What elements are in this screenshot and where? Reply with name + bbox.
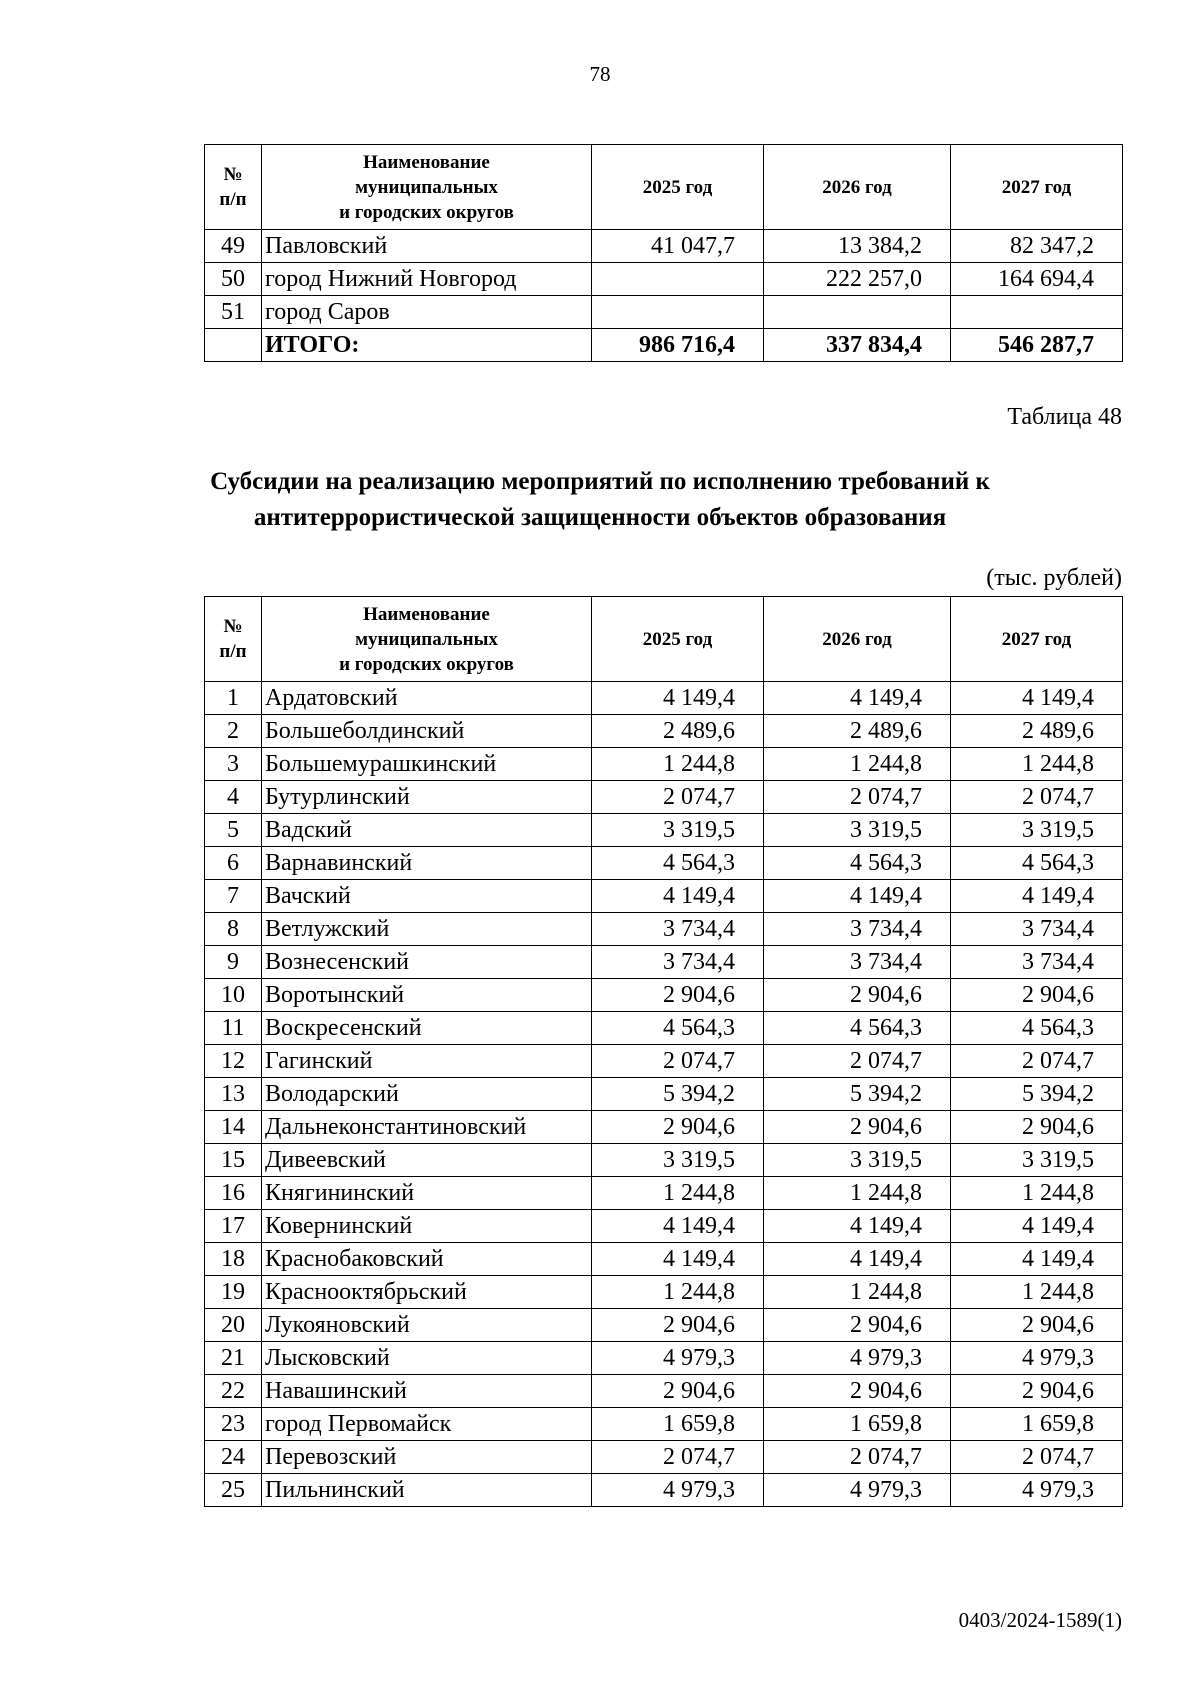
row-value-2027: 2 074,7 bbox=[951, 781, 1123, 814]
row-value-2025: 2 904,6 bbox=[592, 1375, 764, 1408]
row-number: 13 bbox=[205, 1078, 262, 1111]
table-row bbox=[205, 1210, 1123, 1243]
row-district-name: Краснобаковский bbox=[262, 1243, 592, 1276]
row-value-2025: 4 979,3 bbox=[592, 1474, 764, 1507]
row-district-name: Воскресенский bbox=[262, 1012, 592, 1045]
row-number: 12 bbox=[205, 1045, 262, 1078]
row-number: 9 bbox=[205, 946, 262, 979]
row-district-name: Навашинский bbox=[262, 1375, 592, 1408]
row-value-2025: 4 979,3 bbox=[592, 1342, 764, 1375]
row-value-2026: 5 394,2 bbox=[764, 1078, 951, 1111]
row-value-2025: 1 244,8 bbox=[592, 1177, 764, 1210]
header-name-line: муниципальных bbox=[355, 176, 498, 198]
table-row bbox=[205, 1177, 1123, 1210]
row-number: 3 bbox=[205, 748, 262, 781]
row-value-2027: 2 904,6 bbox=[951, 1309, 1123, 1342]
table-row bbox=[205, 814, 1123, 847]
table-row bbox=[205, 1276, 1123, 1309]
row-value-2027: 4 564,3 bbox=[951, 1012, 1123, 1045]
row-value-2027: 2 904,6 bbox=[951, 1375, 1123, 1408]
table-row bbox=[205, 1441, 1123, 1474]
row-district-name: Лукояновский bbox=[262, 1309, 592, 1342]
row-district-name: Воротынский bbox=[262, 979, 592, 1012]
row-value-2025: 5 394,2 bbox=[592, 1078, 764, 1111]
total-label: ИТОГО: bbox=[262, 329, 592, 362]
row-value-2026: 4 149,4 bbox=[764, 880, 951, 913]
header-2026: 2026 год bbox=[764, 597, 951, 682]
row-value-2027: 4 979,3 bbox=[951, 1474, 1123, 1507]
title-line: антитеррористической защищенности объектов образования bbox=[253, 504, 947, 531]
row-district-name: Вадский bbox=[262, 814, 592, 847]
table-header-row bbox=[205, 597, 1123, 682]
table-row bbox=[205, 913, 1123, 946]
table-row bbox=[205, 946, 1123, 979]
row-value-2027: 4 149,4 bbox=[951, 682, 1123, 715]
header-num-line: № bbox=[223, 616, 243, 637]
table-row bbox=[205, 1111, 1123, 1144]
row-value-2026: 4 979,3 bbox=[764, 1342, 951, 1375]
row-value-2026: 4 149,4 bbox=[764, 1210, 951, 1243]
row-value-2026: 2 904,6 bbox=[764, 979, 951, 1012]
row-district-name: Пильнинский bbox=[262, 1474, 592, 1507]
header-name bbox=[262, 145, 592, 230]
row-district-name: Дальнеконстантиновский bbox=[262, 1111, 592, 1144]
row-district-name: Большеболдинский bbox=[262, 715, 592, 748]
row-value-2025: 3 319,5 bbox=[592, 814, 764, 847]
row-value-2027: 82 347,2 bbox=[951, 230, 1123, 263]
row-number: 17 bbox=[205, 1210, 262, 1243]
document-title bbox=[0, 464, 1200, 536]
table-row bbox=[205, 263, 1123, 296]
row-value-2026: 3 734,4 bbox=[764, 946, 951, 979]
row-value-2027: 1 659,8 bbox=[951, 1408, 1123, 1441]
row-value-2027: 2 074,7 bbox=[951, 1441, 1123, 1474]
row-district-name: Дивеевский bbox=[262, 1144, 592, 1177]
table-row bbox=[205, 880, 1123, 913]
row-value-2025: 3 734,4 bbox=[592, 913, 764, 946]
header-num-line: № bbox=[223, 164, 243, 185]
header-2027: 2027 год bbox=[951, 145, 1123, 230]
row-number: 22 bbox=[205, 1375, 262, 1408]
row-value-2025: 1 659,8 bbox=[592, 1408, 764, 1441]
header-name bbox=[262, 597, 592, 682]
row-district-name: Лысковский bbox=[262, 1342, 592, 1375]
row-value-2025: 4 564,3 bbox=[592, 847, 764, 880]
continued-table bbox=[204, 144, 1123, 362]
row-value-2027: 4 149,4 bbox=[951, 880, 1123, 913]
table-row bbox=[205, 1474, 1123, 1507]
row-value-2025: 3 734,4 bbox=[592, 946, 764, 979]
header-2025: 2025 год bbox=[592, 597, 764, 682]
table-row bbox=[205, 1309, 1123, 1342]
total-value-2027: 546 287,7 bbox=[951, 329, 1123, 362]
row-value-2027: 164 694,4 bbox=[951, 263, 1123, 296]
row-value-2026: 4 149,4 bbox=[764, 682, 951, 715]
row-number: 14 bbox=[205, 1111, 262, 1144]
row-district-name: Княгининский bbox=[262, 1177, 592, 1210]
row-district-name: Краснооктябрьский bbox=[262, 1276, 592, 1309]
row-value-2026: 13 384,2 bbox=[764, 230, 951, 263]
table-row bbox=[205, 847, 1123, 880]
row-value-2025: 2 489,6 bbox=[592, 715, 764, 748]
row-number: 21 bbox=[205, 1342, 262, 1375]
table-row bbox=[205, 1045, 1123, 1078]
row-district-name: Бутурлинский bbox=[262, 781, 592, 814]
table-header-row bbox=[205, 145, 1123, 230]
row-number: 23 bbox=[205, 1408, 262, 1441]
row-number: 2 bbox=[205, 715, 262, 748]
row-number: 15 bbox=[205, 1144, 262, 1177]
row-value-2025: 41 047,7 bbox=[592, 230, 764, 263]
table-row bbox=[205, 1342, 1123, 1375]
row-value-2025: 2 074,7 bbox=[592, 1441, 764, 1474]
row-number: 50 bbox=[205, 263, 262, 296]
row-number: 11 bbox=[205, 1012, 262, 1045]
header-name-line: и городских округов bbox=[339, 201, 514, 223]
row-value-2025: 2 904,6 bbox=[592, 979, 764, 1012]
table-row bbox=[205, 230, 1123, 263]
row-district-name: Ковернинский bbox=[262, 1210, 592, 1243]
row-district-name: город Саров bbox=[262, 296, 592, 329]
row-value-2026: 4 979,3 bbox=[764, 1474, 951, 1507]
row-number: 1 bbox=[205, 682, 262, 715]
table-row bbox=[205, 1375, 1123, 1408]
row-value-2026: 1 244,8 bbox=[764, 748, 951, 781]
table-row bbox=[205, 1243, 1123, 1276]
row-value-2025: 2 904,6 bbox=[592, 1111, 764, 1144]
row-value-2025 bbox=[592, 263, 764, 296]
row-district-name: Володарский bbox=[262, 1078, 592, 1111]
row-district-name: Вознесенский bbox=[262, 946, 592, 979]
row-district-name: Гагинский bbox=[262, 1045, 592, 1078]
row-number: 4 bbox=[205, 781, 262, 814]
row-value-2027: 2 904,6 bbox=[951, 979, 1123, 1012]
header-num-line: п/п bbox=[219, 641, 247, 662]
page-number: 78 bbox=[589, 62, 611, 86]
row-value-2027: 2 074,7 bbox=[951, 1045, 1123, 1078]
row-number: 6 bbox=[205, 847, 262, 880]
row-value-2025: 2 074,7 bbox=[592, 781, 764, 814]
table-row bbox=[205, 748, 1123, 781]
row-value-2026: 3 319,5 bbox=[764, 814, 951, 847]
row-value-2025: 3 319,5 bbox=[592, 1144, 764, 1177]
row-value-2027: 2 489,6 bbox=[951, 715, 1123, 748]
table-row bbox=[205, 1078, 1123, 1111]
row-number: 51 bbox=[205, 296, 262, 329]
row-value-2026: 2 074,7 bbox=[764, 1045, 951, 1078]
row-district-name: Павловский bbox=[262, 230, 592, 263]
row-value-2027: 3 319,5 bbox=[951, 1144, 1123, 1177]
row-district-name: Варнавинский bbox=[262, 847, 592, 880]
total-num-cell bbox=[205, 329, 262, 362]
header-num-line: п/п bbox=[219, 189, 247, 210]
total-value-2025: 986 716,4 bbox=[592, 329, 764, 362]
row-value-2025: 4 564,3 bbox=[592, 1012, 764, 1045]
header-2025: 2025 год bbox=[592, 145, 764, 230]
row-value-2026: 2 489,6 bbox=[764, 715, 951, 748]
row-value-2026: 222 257,0 bbox=[764, 263, 951, 296]
header-name-line: Наименование bbox=[363, 603, 490, 625]
row-value-2025: 1 244,8 bbox=[592, 748, 764, 781]
row-number: 8 bbox=[205, 913, 262, 946]
table-row bbox=[205, 1144, 1123, 1177]
row-number: 24 bbox=[205, 1441, 262, 1474]
row-value-2026: 2 904,6 bbox=[764, 1309, 951, 1342]
row-value-2026: 2 074,7 bbox=[764, 781, 951, 814]
row-value-2027: 3 734,4 bbox=[951, 913, 1123, 946]
row-value-2026: 1 244,8 bbox=[764, 1177, 951, 1210]
row-district-name: Перевозский bbox=[262, 1441, 592, 1474]
total-value-2026: 337 834,4 bbox=[764, 329, 951, 362]
header-num bbox=[205, 145, 262, 230]
header-name-line: и городских округов bbox=[339, 653, 514, 675]
row-number: 25 bbox=[205, 1474, 262, 1507]
row-number: 10 bbox=[205, 979, 262, 1012]
row-district-name: Ветлужский bbox=[262, 913, 592, 946]
row-number: 49 bbox=[205, 230, 262, 263]
header-name-line: муниципальных bbox=[355, 628, 498, 650]
row-value-2025: 4 149,4 bbox=[592, 682, 764, 715]
row-value-2027: 2 904,6 bbox=[951, 1111, 1123, 1144]
row-value-2026: 4 564,3 bbox=[764, 847, 951, 880]
row-district-name: Большемурашкинский bbox=[262, 748, 592, 781]
table-row bbox=[205, 682, 1123, 715]
subsidies-table bbox=[204, 596, 1123, 1507]
document-code: 0403/2024-1589(1) bbox=[958, 1608, 1122, 1632]
row-value-2025 bbox=[592, 296, 764, 329]
row-district-name: город Первомайск bbox=[262, 1408, 592, 1441]
header-name-line: Наименование bbox=[363, 151, 490, 173]
row-value-2026: 1 659,8 bbox=[764, 1408, 951, 1441]
row-value-2026: 2 904,6 bbox=[764, 1375, 951, 1408]
title-line: Субсидии на реализацию мероприятий по исполнению требований к bbox=[210, 468, 990, 495]
row-value-2027: 5 394,2 bbox=[951, 1078, 1123, 1111]
row-value-2027: 4 979,3 bbox=[951, 1342, 1123, 1375]
row-value-2025: 2 074,7 bbox=[592, 1045, 764, 1078]
row-value-2026: 3 734,4 bbox=[764, 913, 951, 946]
row-number: 19 bbox=[205, 1276, 262, 1309]
row-value-2027: 4 149,4 bbox=[951, 1210, 1123, 1243]
units-label: (тыс. рублей) bbox=[986, 565, 1122, 591]
table-row bbox=[205, 715, 1123, 748]
row-value-2026: 3 319,5 bbox=[764, 1144, 951, 1177]
row-value-2026: 4 149,4 bbox=[764, 1243, 951, 1276]
row-value-2025: 4 149,4 bbox=[592, 1210, 764, 1243]
row-value-2027: 3 734,4 bbox=[951, 946, 1123, 979]
row-value-2025: 1 244,8 bbox=[592, 1276, 764, 1309]
table-row bbox=[205, 296, 1123, 329]
row-value-2025: 2 904,6 bbox=[592, 1309, 764, 1342]
table-row bbox=[205, 1012, 1123, 1045]
table-label: Таблица 48 bbox=[1007, 404, 1122, 430]
row-number: 18 bbox=[205, 1243, 262, 1276]
row-value-2025: 4 149,4 bbox=[592, 1243, 764, 1276]
table-row bbox=[205, 781, 1123, 814]
header-2027: 2027 год bbox=[951, 597, 1123, 682]
table-row bbox=[205, 1408, 1123, 1441]
row-value-2026: 2 074,7 bbox=[764, 1441, 951, 1474]
row-number: 7 bbox=[205, 880, 262, 913]
header-2026: 2026 год bbox=[764, 145, 951, 230]
row-value-2027: 1 244,8 bbox=[951, 1177, 1123, 1210]
row-number: 16 bbox=[205, 1177, 262, 1210]
row-value-2027: 4 564,3 bbox=[951, 847, 1123, 880]
row-value-2027: 4 149,4 bbox=[951, 1243, 1123, 1276]
row-value-2027: 3 319,5 bbox=[951, 814, 1123, 847]
row-value-2027: 1 244,8 bbox=[951, 748, 1123, 781]
row-value-2026: 1 244,8 bbox=[764, 1276, 951, 1309]
row-district-name: Вачский bbox=[262, 880, 592, 913]
row-value-2027 bbox=[951, 296, 1123, 329]
row-value-2027: 1 244,8 bbox=[951, 1276, 1123, 1309]
row-value-2025: 4 149,4 bbox=[592, 880, 764, 913]
table-row bbox=[205, 979, 1123, 1012]
row-value-2026: 2 904,6 bbox=[764, 1111, 951, 1144]
row-number: 20 bbox=[205, 1309, 262, 1342]
total-row bbox=[205, 329, 1123, 362]
row-number: 5 bbox=[205, 814, 262, 847]
row-value-2026: 4 564,3 bbox=[764, 1012, 951, 1045]
header-num bbox=[205, 597, 262, 682]
row-district-name: Ардатовский bbox=[262, 682, 592, 715]
row-value-2026 bbox=[764, 296, 951, 329]
row-district-name: город Нижний Новгород bbox=[262, 263, 592, 296]
